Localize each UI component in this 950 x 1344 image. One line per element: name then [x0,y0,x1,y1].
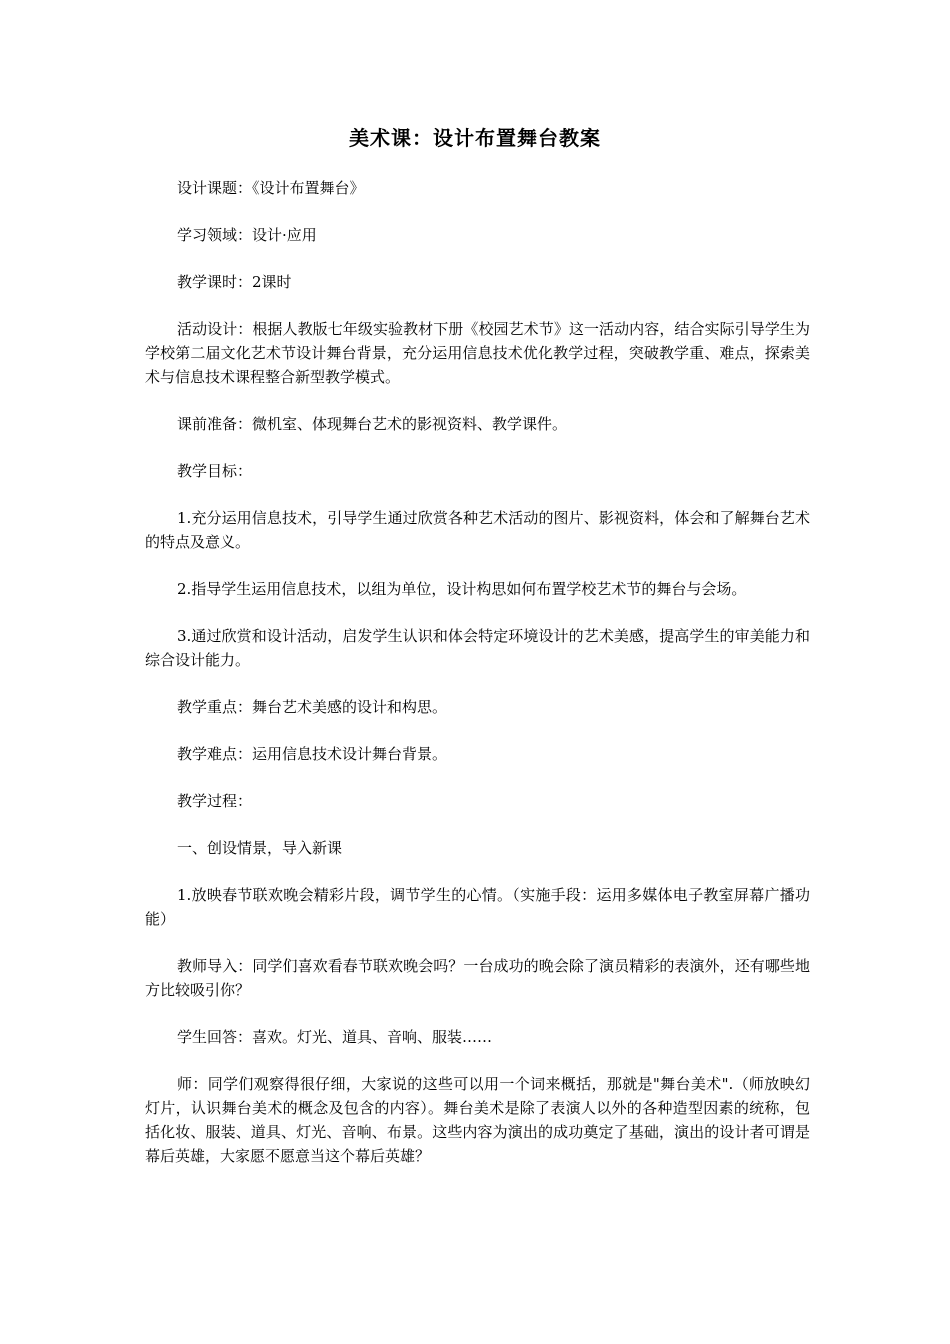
paragraph-teacher-intro: 教师导入：同学们喜欢看春节联欢晚会吗？一台成功的晚会除了演员精彩的表演外，还有哪些地方比较吸引你？ [145,957,810,999]
paragraph-topic: 设计课题：《设计布置舞台》 [177,179,365,197]
paragraph-hours: 教学课时：2课时 [177,273,292,291]
paragraph-field: 学习领域：设计·应用 [177,226,317,244]
paragraph-step-1: 1.放映春节联欢晚会精彩片段，调节学生的心情。（实施手段：运用多媒体电子教室屏幕广播功能） [145,886,810,928]
document-body [145,176,810,1191]
document-title: 美术课：设计布置舞台教案 [349,126,601,150]
paragraph-key-point: 教学重点：舞台艺术美感的设计和构思。 [177,698,448,716]
paragraph-objective-1: 1.充分运用信息技术，引导学生通过欣赏各种艺术活动的图片、影视资料，体会和了解舞台艺术的特点及意义。 [145,509,810,551]
paragraph-process-heading: 教学过程： [177,792,253,810]
paragraph-section-1: 一、创设情景，导入新课 [177,839,343,857]
paragraph-objective-3: 3.通过欣赏和设计活动，启发学生认识和体会特定环境设计的艺术美感，提高学生的审美能力和综合设计能力。 [145,627,810,669]
paragraph-teacher-explanation: 师：同学们观察得很仔细，大家说的这些可以用一个词来概括，那就是"舞台美术".（师放映幻灯片，认识舞台美术的概念及包含的内容）。舞台美术是除了表演人以外的各种造型因素的统称，包括化妆、服装、道具、灯光、音响、布景。这些内容为演出的成功奠定了基础，演出的设计者可谓是幕后英雄，大家愿不愿意当这个幕后英雄？ [145,1075,810,1165]
paragraph-objective-2: 2.指导学生运用信息技术，以组为单位，设计构思如何布置学校艺术节的舞台与会场。 [177,580,747,598]
paragraph-preparation: 课前准备：微机室、体现舞台艺术的影视资料、教学课件。 [177,415,568,433]
paragraph-activity-design: 活动设计：根据人教版七年级实验教材下册《校园艺术节》这一活动内容，结合实际引导学生为学校第二届文化艺术节设计舞台背景，充分运用信息技术优化教学过程，突破教学重、难点，探索美术与信息技术课程整合新型教学模式。 [145,320,810,386]
paragraph-objectives-heading: 教学目标： [177,462,253,480]
paragraph-student-answer: 学生回答：喜欢。灯光、道具、音响、服装…… [177,1028,493,1046]
paragraph-difficulty: 教学难点：运用信息技术设计舞台背景。 [177,745,448,763]
